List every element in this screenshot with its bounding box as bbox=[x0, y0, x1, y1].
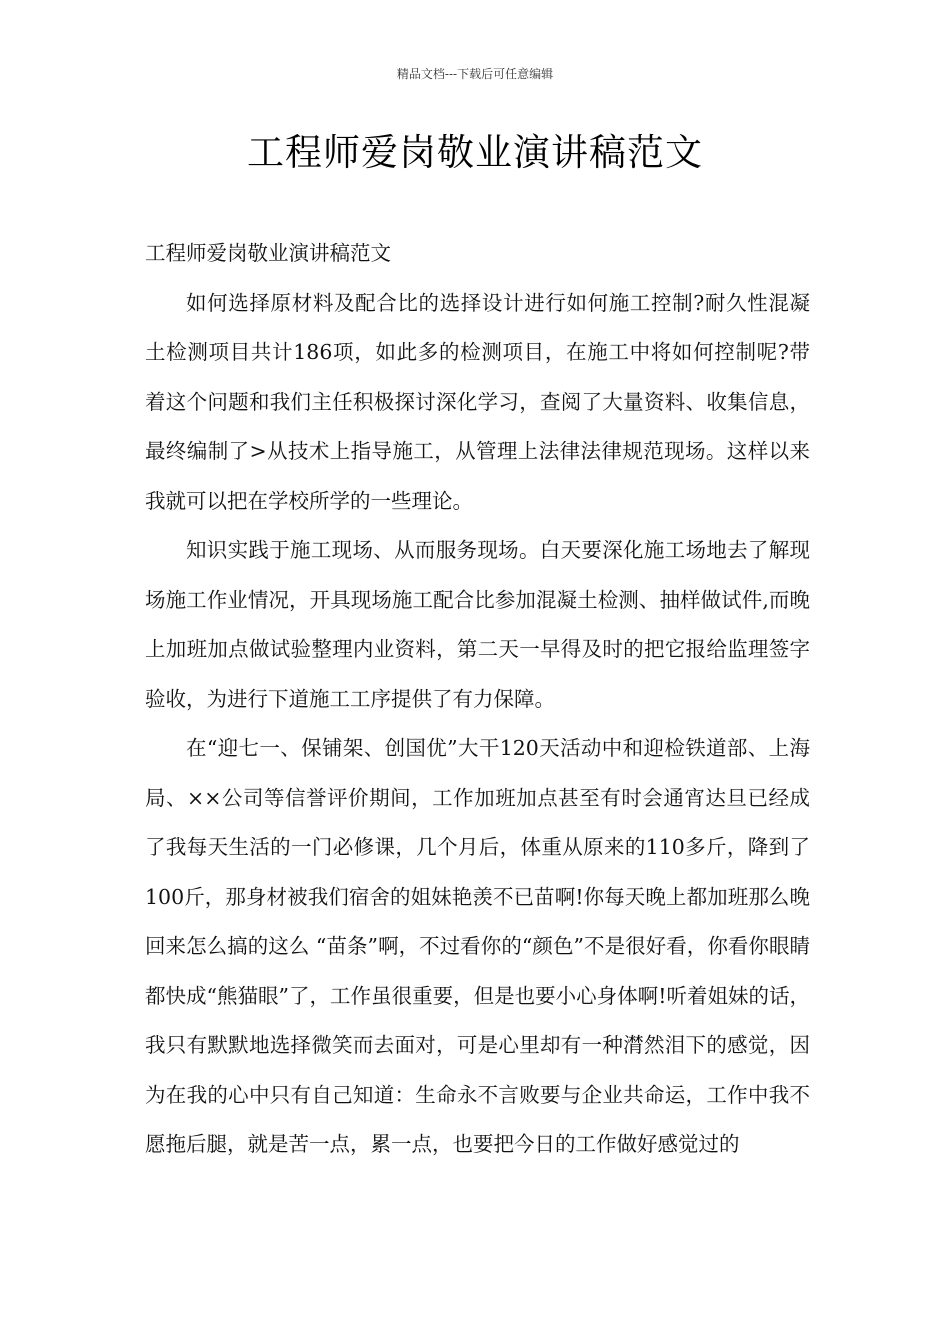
body-paragraph-3: 在“迎七一、保铺架、创国优”大干120天活动中和迎检铁道部、上海局、××公司等信誉评价期间，工作加班加点甚至有时会通宵达旦已经成了我每天生活的一门必修课，几个月后，体重从原来的110多斤，降到了100斤，那身材被我们宿舍的姐妹艳羡不已苗啊!你每天晚上都加班那么晚回来怎么搞的这么 “苗条”啊，不过看你的“颜色”不是很好看，你看你眼睛都快成“熊猫眼”了，工作虽很重要，但是也要小心身体啊!听着姐妹的话，我只有默默地选择微笑而去面对，可是心里却有一种潸然泪下的感觉，因为在我的心中只有自己知道：生命永不言败要与企业共命运，工作中我不愿拖后腿，就是苦一点，累一点，也要把今日的工作做好感觉过的 bbox=[145, 736, 810, 1156]
document-body bbox=[145, 229, 810, 1170]
body-paragraph-2: 知识实践于施工现场、从而服务现场。白天要深化施工场地去了解现场施工作业情况，开具现场施工配合比参加混凝土检测、抽样做试件,而晚上加班加点做试验整理内业资料，第二天一早得及时的把它报给监理签字验收，为进行下道施工工序提供了有力保障。 bbox=[145, 538, 810, 711]
body-paragraph-1: 如何选择原材料及配合比的选择设计进行如何施工控制?耐久性混凝土检测项目共计186项，如此多的检测项目，在施工中将如何控制呢?带着这个问题和我们主任积极探讨深化学习，查阅了大量资料、收集信息，最终编制了>从技术上指导施工，从管理上法律法律规范现场。这样以来我就可以把在学校所学的一些理论。 bbox=[145, 290, 810, 513]
body-subtitle: 工程师爱岗敬业演讲稿范文 bbox=[145, 241, 391, 265]
document-title: 工程师爱岗敬业演讲稿范文 bbox=[247, 131, 703, 174]
header-note: 精品文档---下载后可任意编辑 bbox=[396, 67, 554, 81]
